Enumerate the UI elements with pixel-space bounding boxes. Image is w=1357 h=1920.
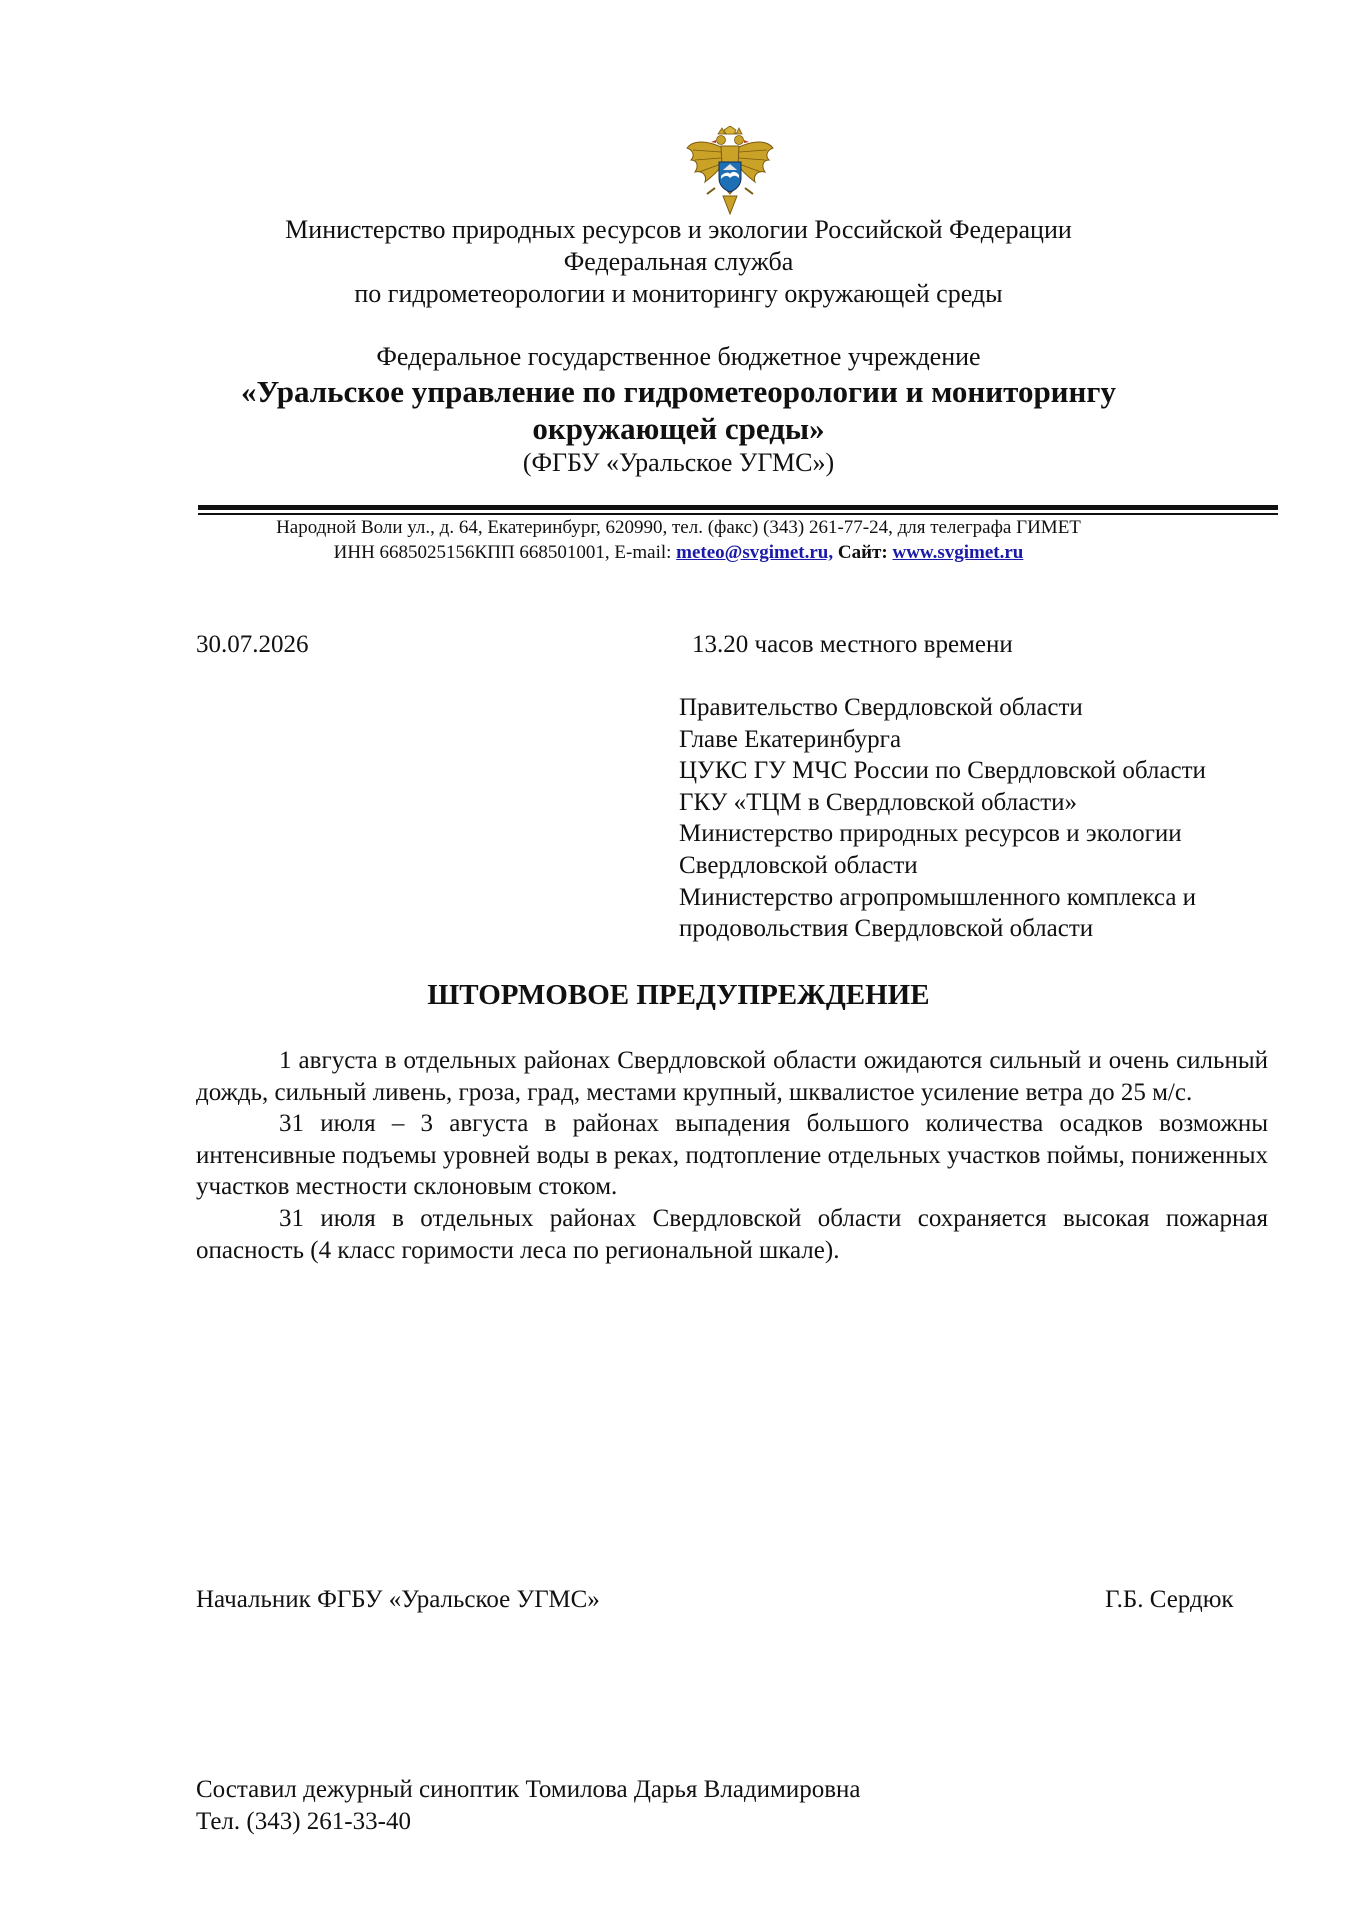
recipient-item: продовольствия Свердловской области <box>679 915 1094 943</box>
address-line: Народной Воли ул., д. 64, Екатеринбург, 620990, тел. (факс) (343) 261-77-24, для телеграфа ГИМЕТ <box>276 517 1081 538</box>
site-label: Сайт: <box>833 542 893 563</box>
header-divider-thin <box>198 513 1278 515</box>
recipient-item: ГКУ «ТЦМ в Свердловской области» <box>679 788 1078 816</box>
ministry-line: Федеральная служба <box>563 247 794 276</box>
signatory-role: Начальник ФГБУ «Уральское УГМС» <box>196 1586 600 1613</box>
warning-paragraph: 1 августа в отдельных районах Свердловской области ожидаются сильный и очень сильный дождь, сильный ливень, гроза, град, местами крупный, шквалистое усиление ветра до 25 м/с. <box>196 1047 1268 1106</box>
ministry-header <box>0 214 1357 310</box>
composer-line: Составил дежурный синоптик Томилова Дарья Владимировна <box>196 1776 861 1803</box>
recipient-item: Министерство агропромышленного комплекса и <box>679 883 1197 911</box>
institution-type: Федеральное государственное бюджетное учреждение <box>376 342 981 371</box>
composer-phone: Тел. (343) 261-33-40 <box>196 1808 411 1835</box>
recipient-item: Правительство Свердловской области <box>679 694 1083 721</box>
institution-name-line: «Уральское управление по гидрометеорологии и мониторингу <box>241 374 1116 409</box>
recipients-list <box>679 692 1206 945</box>
ministry-line: Министерство природных ресурсов и экологии Российской Федерации <box>285 215 1072 244</box>
requisites-line <box>0 541 1357 565</box>
email-link[interactable]: meteo@svgimet.ru, <box>676 542 834 563</box>
institution-short-name: (ФГБУ «Уральское УГМС») <box>522 448 835 477</box>
inn-text: ИНН 6685025156КПП 668501001, E-mail: <box>333 542 677 563</box>
site-link[interactable]: www.svgimet.ru <box>892 542 1024 563</box>
document-title: ШТОРМОВОЕ ПРЕДУПРЕЖДЕНИЕ <box>427 979 930 1011</box>
institution-name-line: окружающей среды» <box>532 411 825 446</box>
recipient-item: Свердловской области <box>679 851 918 879</box>
document-time: 13.20 часов местного времени <box>692 631 1013 658</box>
header-divider-thick <box>198 505 1278 510</box>
composer-block <box>196 1774 861 1838</box>
warning-body <box>196 1045 1268 1266</box>
recipient-item: ЦУКС ГУ МЧС России по Свердловской области <box>679 757 1206 785</box>
warning-paragraph: 31 июля в отдельных районах Свердловской области сохраняется высокая пожарная опасность (4 класс горимости леса по региональной шкале). <box>196 1204 1268 1264</box>
institution-name <box>0 373 1357 447</box>
signatory-name: Г.Б. Сердюк <box>1105 1586 1234 1613</box>
recipient-item: Министерство природных ресурсов и экологии <box>679 820 1182 848</box>
warning-paragraph: 31 июля – 3 августа в районах выпадения большого количества осадков возможны интенсивные подъемы уровней воды в реках, подтопление отдельных участков поймы, пониженных участков местности склоновым стоком. <box>196 1110 1268 1201</box>
recipient-item: Главе Екатеринбурга <box>679 725 902 753</box>
double-headed-eagle-icon <box>685 126 775 222</box>
ministry-line: по гидрометеорологии и мониторингу окружающей среды <box>354 279 1003 308</box>
document-date: 30.07.2026 <box>196 631 309 658</box>
